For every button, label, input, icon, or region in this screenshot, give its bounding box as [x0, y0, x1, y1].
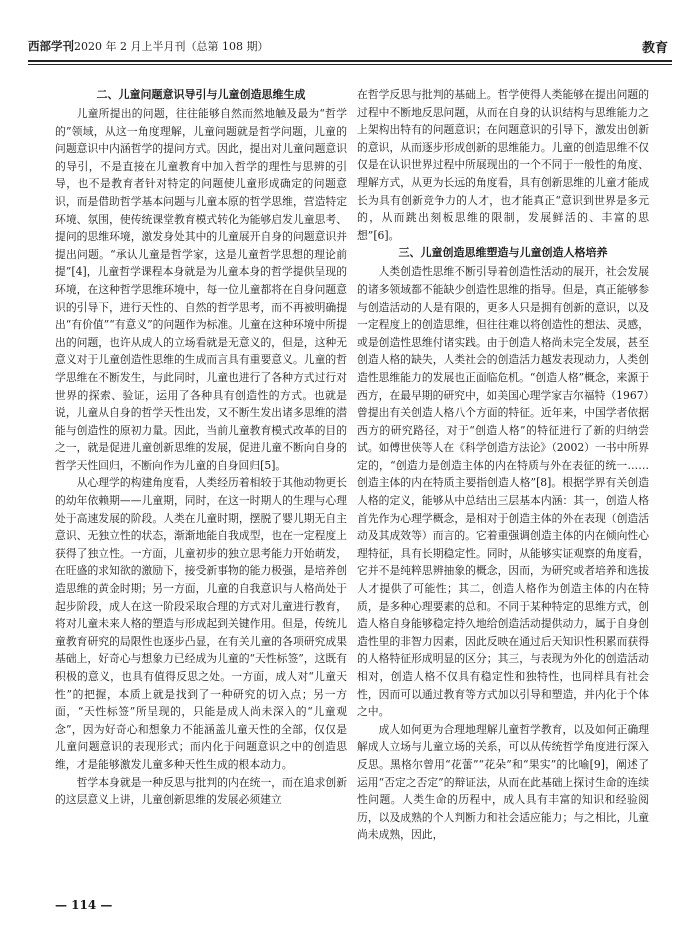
body-paragraph: 从心理学的构建角度看，人类经历着相较于其他动物更长的幼年依赖期——儿童期，同时，在这一时期人的生理与心理处于高速发展的阶段。人类在儿童时期，摆脱了婴儿期无自主意识、无独立性的状态，渐渐地能自我成型，也在一定程度上获得了独立性。一方面，儿童初步的独立思考能力开始萌发，在旺盛的求知欲的激励下，接受新事物的能力极强，是培养创造思维的黄金时期；另一方面，儿童的自我意识与人格尚处于起步阶段，成人在这一阶段采取合理的方式对儿童进行教育，将对儿童未来人格的塑造与形成起到关键作用。但是，传统儿童教育研究的局限性也逐步凸显，在有关儿童的各项研究成果基础上，好奇心与想象力已经成为儿童的“天性标签”，这既有积极的意义，也具有值得反思之处。一方面，成人对“儿童天性”的把握，本质上就是找到了一种研究的切入点；另一方面，“天性标签”所呈现的，只能是成人尚未深入的“儿童观念”，因为好奇心和想象力不能涵盖儿童天性的全部，仅仅是儿童问题意识的表现形式；而内化于问题意识之中的创造思维，才是能够激发儿童多种天性生成的根本动力。 [55, 476, 347, 771]
page-number: — 114 — [55, 898, 113, 912]
page-header [28, 36, 672, 56]
header-rule-thin [28, 64, 672, 65]
issue-info: 2020 年 2 月上半月刊（总第 108 期） [74, 40, 269, 53]
header-rule [28, 60, 672, 62]
right-column [357, 86, 649, 878]
body-paragraph: 在哲学反思与批判的基础上。哲学使得人类能够在提出问题的过程中不断地反思问题，从而在自身的认识结构与思维能力之上架构出特有的问题意识；在问题意识的引导下，激发出创新的意识，从而逐步形成创新的思维能力。儿童的创造思维不仅仅是在认识世界过程中所展现出的一个不同于一般性的角度、理解方式，从更为长远的角度看，具有创新思维的儿童才能成长为具有创新竞争力的人才，也才能真正“意识到世界是多元的，从而跳出刻板思维的限制，发展鲜活的、丰富的思想”[6]。 [357, 88, 649, 242]
section-label: 教育 [641, 41, 668, 56]
body-paragraph: 成人如何更为合理地理解儿童哲学教育，以及如何正确理解成人立场与儿童立场的关系，可以从传统哲学角度进行深入反思。黑格尔曾用“花蕾”“花朵”和“果实”的比喻[9]，阐述了运用“否定之否定”的辩证法，从而在此基础上探讨生命的连续性问题。人类生命的历程中，成人具有丰富的知识和经验阅历，以及成熟的个人判断力和社会适应能力；与之相比，儿童尚未成熟，因此， [357, 722, 649, 842]
body-paragraph: 人类创造性思维不断引导着创造性活动的展开，社会发展的诸多领域都不能缺少创造性思维的指导。但是，真正能够参与创造活动的人是有限的，更多人只是拥有创新的意识，以及一定程度上的创造思维，但往往难以将创造性的想法、灵感，或是创造性思维付诸实践。由于创造人格尚未完全发展，甚至创造人格的缺失，人类社会的创造活力越发表现动力，人类创造性思维能力的发展也正面临危机。“创造人格”概念，来源于西方，在最早期的研究中，如美国心理学家吉尔福特（1967）曾提出有关创造人格八个方面的特征。近年来，中国学者依据西方的研究路径，对于“创造人格”的特征进行了新的归纳尝试。如傅世侠等人在《科学创造方法论》（2002）一书中所界定的，“创造力是创造主体的内在特质与外在表征的统一……创造主体的内在特质主要指创造人格”[8]。根据学界有关创造人格的定义，能够从中总结出三层基本内涵：其一，创造人格首先作为心理学概念，是相对于创造主体的外在表现（创造活动及其成效等）而言的。它着重强调创造主体的内在倾向性心理特征，具有长期稳定性。同时，从能够实证观察的角度看，它并不是纯粹思辨抽象的概念，因而，为研究或者培养和选拔人才提供了可能性；其二，创造人格作为创造主体的内在特质，是多种心理要素的总和。不同于某种特定的思维方式，创造人格自身能够稳定持久地给创造活动提供动力，属于自身创造性里的非智力因素，因此反映在通过后天知识性积累而获得的人格特征形成明显的区分；其三，与表现为外化的创造活动相对，创造人格不仅具有稳定性和独特性，也同样具有社会性，因而可以通过教育等方式加以引导和塑造，并内化于个体之中。 [357, 265, 649, 719]
journal-info [28, 38, 268, 54]
journal-name: 西部学刊 [28, 39, 74, 53]
body-paragraph: 哲学本身就是一种反思与批判的内在统一，而在追求创新的这层意义上讲，儿童创新思维的发展必须建立 [55, 775, 347, 807]
left-column [55, 86, 347, 878]
section-heading-2: 二、儿童问题意识导引与儿童创造思维生成 [96, 88, 306, 101]
body-paragraph: 儿童所提出的问题，往往能够自然而然地触及最为“哲学的”领域，从这一角度理解，儿童问题就是哲学问题，儿童的问题意识中内涵哲学的提问方式。因此，提出对儿童问题意识的导引，不是直接在儿童教育中加入哲学的理性与思辨的引导，也不是教育者针对特定的问题使儿童形成确定的问题意识，而是借助哲学基本问题与儿童本原的哲学思维，营造特定环境、氛围，使传统课堂教育模式转化为能够启发儿童思考、提问的思维环境，激发身处其中的儿童展开自身的问题意识并提出问题。“承认儿童是哲学家，这是儿童哲学思想的理论前提”[4]，儿童哲学课程本身就是为儿童本身的哲学提供呈现的环境，在这种哲学思维环境中，每一位儿童都将在自身问题意识的引导下，进行天性的、自然的哲学思考，而不再被明确提出“有价值”“有意义”的问题作为标准。儿童在这种环境中所提出的问题，也许从成人的立场看就是无意义的，但是，这种无意义对于儿童创造性思维的生成而言具有重要意义。儿童的哲学思维在不断发生，与此同时，儿童也进行了各种方式过行对世界的探索、验证，运用了各种具有创造性的方式。也就是说，儿童从自身的哲学天性出发，又不断生发出诸多思维的潜能与创造性的原初力量。因此，当前儿童教育模式改革的目的之一，就是促进儿童创新思维的发展，促进儿童不断向自身的哲学天性回归，不断向作为儿童的自身回归[5]。 [55, 107, 347, 472]
section-heading-3: 三、儿童创造思维塑造与儿童创造人格培养 [398, 246, 608, 260]
